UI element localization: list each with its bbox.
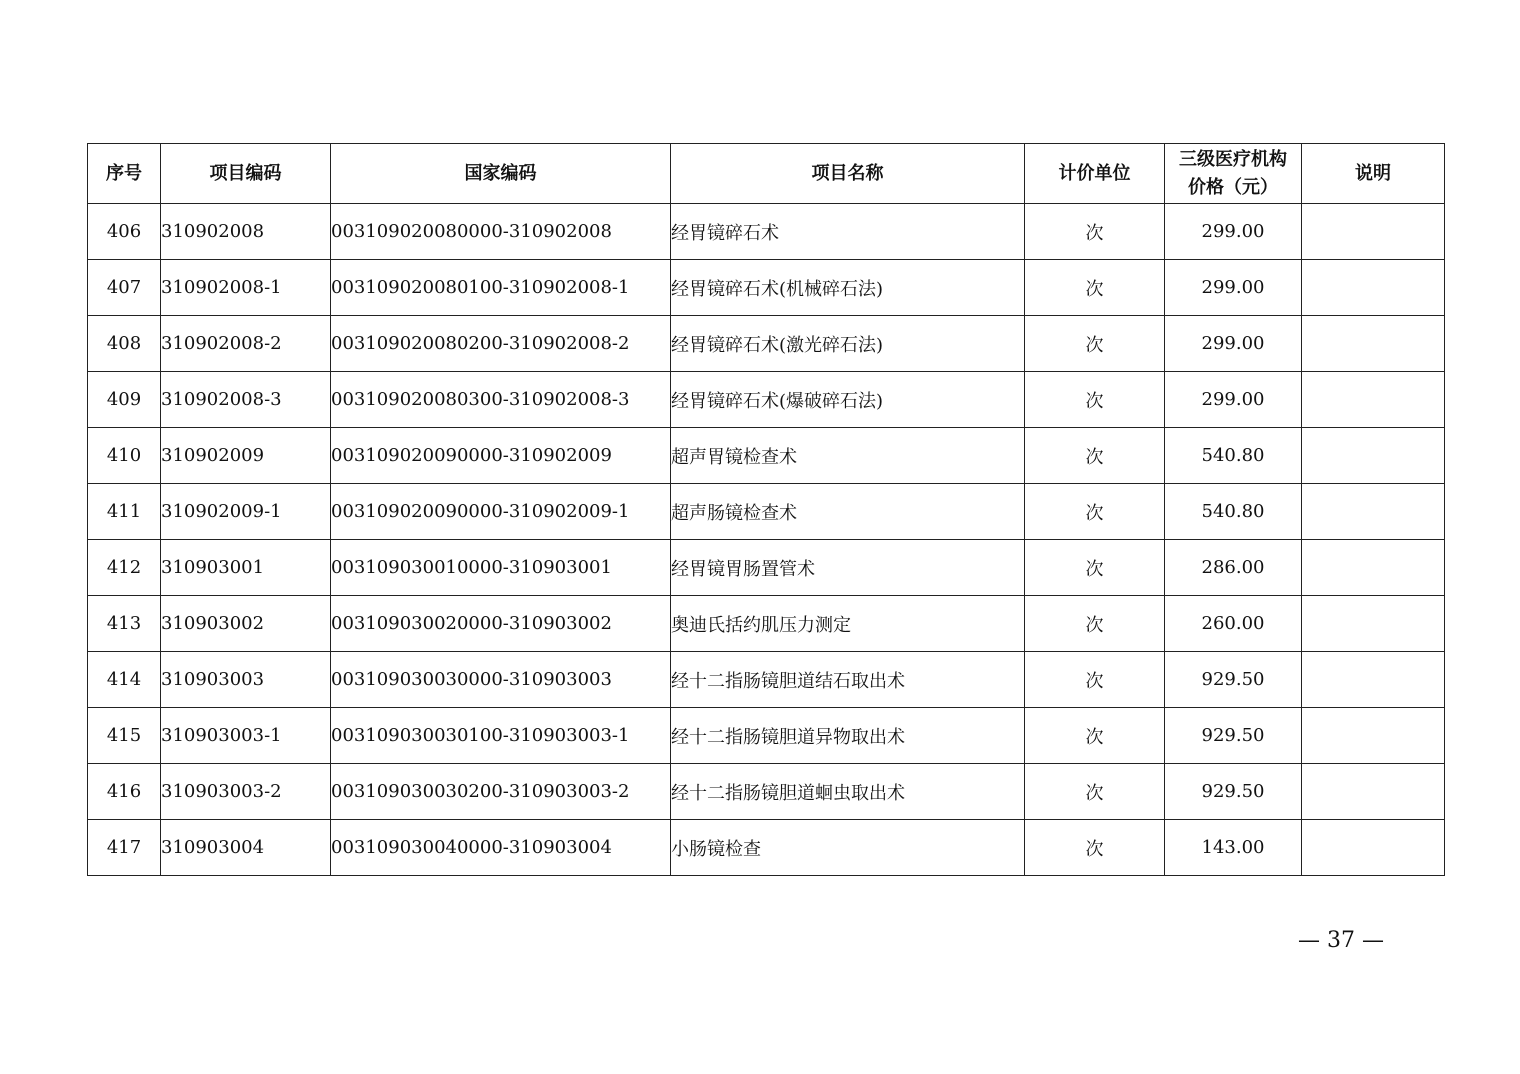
cell-note	[1302, 204, 1445, 260]
cell-national-code: 003109030040000-310903004	[331, 820, 671, 876]
table-header	[88, 144, 1445, 204]
cell-seq: 407	[88, 260, 161, 316]
cell-item-name: 经十二指肠镜胆道结石取出术	[671, 652, 1025, 708]
cell-seq: 414	[88, 652, 161, 708]
cell-price: 299.00	[1165, 204, 1302, 260]
cell-unit: 次	[1025, 652, 1165, 708]
table-row	[88, 204, 1445, 260]
cell-national-code: 003109030010000-310903001	[331, 540, 671, 596]
header-item-code: 项目编码	[161, 144, 331, 204]
table-row	[88, 484, 1445, 540]
cell-item-name: 经十二指肠镜胆道蛔虫取出术	[671, 764, 1025, 820]
cell-item-code: 310903004	[161, 820, 331, 876]
cell-note	[1302, 428, 1445, 484]
cell-item-name: 小肠镜检查	[671, 820, 1025, 876]
cell-unit: 次	[1025, 484, 1165, 540]
page-number: — 37 —	[1298, 928, 1384, 953]
header-price-line2: 价格（元）	[1188, 176, 1278, 198]
cell-price: 299.00	[1165, 260, 1302, 316]
cell-national-code: 003109030020000-310903002	[331, 596, 671, 652]
cell-price: 286.00	[1165, 540, 1302, 596]
cell-national-code: 003109020080000-310902008	[331, 204, 671, 260]
cell-seq: 406	[88, 204, 161, 260]
cell-price: 929.50	[1165, 764, 1302, 820]
cell-item-code: 310903002	[161, 596, 331, 652]
cell-national-code: 003109020090000-310902009-1	[331, 484, 671, 540]
cell-unit: 次	[1025, 764, 1165, 820]
cell-note	[1302, 708, 1445, 764]
cell-national-code: 003109020080300-310902008-3	[331, 372, 671, 428]
cell-national-code: 003109020080200-310902008-2	[331, 316, 671, 372]
cell-seq: 409	[88, 372, 161, 428]
cell-note	[1302, 316, 1445, 372]
header-price-line1: 三级医疗机构	[1179, 148, 1287, 170]
cell-item-name: 经胃镜碎石术	[671, 204, 1025, 260]
cell-note	[1302, 540, 1445, 596]
price-table	[87, 143, 1445, 876]
table-row	[88, 540, 1445, 596]
cell-note	[1302, 260, 1445, 316]
cell-item-name: 超声肠镜检查术	[671, 484, 1025, 540]
table-row	[88, 596, 1445, 652]
cell-national-code: 003109020080100-310902008-1	[331, 260, 671, 316]
cell-item-name: 超声胃镜检查术	[671, 428, 1025, 484]
cell-note	[1302, 484, 1445, 540]
header-seq: 序号	[88, 144, 161, 204]
cell-price: 540.80	[1165, 428, 1302, 484]
cell-unit: 次	[1025, 372, 1165, 428]
cell-national-code: 003109030030000-310903003	[331, 652, 671, 708]
cell-note	[1302, 652, 1445, 708]
cell-seq: 408	[88, 316, 161, 372]
cell-seq: 410	[88, 428, 161, 484]
cell-note	[1302, 820, 1445, 876]
cell-item-code: 310903003	[161, 652, 331, 708]
table-row	[88, 260, 1445, 316]
header-note: 说明	[1302, 144, 1445, 204]
header-row	[88, 144, 1445, 204]
cell-unit: 次	[1025, 204, 1165, 260]
cell-note	[1302, 372, 1445, 428]
cell-unit: 次	[1025, 596, 1165, 652]
cell-item-name: 奥迪氏括约肌压力测定	[671, 596, 1025, 652]
cell-price: 143.00	[1165, 820, 1302, 876]
cell-item-code: 310903001	[161, 540, 331, 596]
cell-item-code: 310903003-1	[161, 708, 331, 764]
table-row	[88, 820, 1445, 876]
table-row	[88, 764, 1445, 820]
cell-price: 299.00	[1165, 372, 1302, 428]
table-body	[88, 204, 1445, 876]
cell-item-name: 经胃镜碎石术(激光碎石法)	[671, 316, 1025, 372]
cell-seq: 415	[88, 708, 161, 764]
cell-item-name: 经胃镜碎石术(爆破碎石法)	[671, 372, 1025, 428]
cell-unit: 次	[1025, 260, 1165, 316]
table-row	[88, 652, 1445, 708]
cell-item-name: 经胃镜胃肠置管术	[671, 540, 1025, 596]
header-national-code: 国家编码	[331, 144, 671, 204]
cell-item-code: 310903003-2	[161, 764, 331, 820]
cell-unit: 次	[1025, 540, 1165, 596]
header-unit: 计价单位	[1025, 144, 1165, 204]
cell-item-code: 310902008-3	[161, 372, 331, 428]
table-row	[88, 708, 1445, 764]
cell-national-code: 003109030030100-310903003-1	[331, 708, 671, 764]
table-row	[88, 316, 1445, 372]
cell-price: 540.80	[1165, 484, 1302, 540]
cell-seq: 416	[88, 764, 161, 820]
cell-item-name: 经胃镜碎石术(机械碎石法)	[671, 260, 1025, 316]
cell-item-code: 310902008	[161, 204, 331, 260]
cell-national-code: 003109030030200-310903003-2	[331, 764, 671, 820]
cell-price: 260.00	[1165, 596, 1302, 652]
cell-unit: 次	[1025, 708, 1165, 764]
table-row	[88, 372, 1445, 428]
cell-seq: 417	[88, 820, 161, 876]
cell-price: 929.50	[1165, 652, 1302, 708]
cell-price: 929.50	[1165, 708, 1302, 764]
cell-item-code: 310902008-1	[161, 260, 331, 316]
cell-unit: 次	[1025, 820, 1165, 876]
header-item-name: 项目名称	[671, 144, 1025, 204]
cell-seq: 411	[88, 484, 161, 540]
cell-item-code: 310902008-2	[161, 316, 331, 372]
cell-national-code: 003109020090000-310902009	[331, 428, 671, 484]
cell-seq: 413	[88, 596, 161, 652]
header-price	[1165, 144, 1302, 204]
table-row	[88, 428, 1445, 484]
cell-item-code: 310902009-1	[161, 484, 331, 540]
cell-unit: 次	[1025, 428, 1165, 484]
cell-seq: 412	[88, 540, 161, 596]
cell-unit: 次	[1025, 316, 1165, 372]
cell-note	[1302, 596, 1445, 652]
cell-price: 299.00	[1165, 316, 1302, 372]
cell-item-name: 经十二指肠镜胆道异物取出术	[671, 708, 1025, 764]
cell-item-code: 310902009	[161, 428, 331, 484]
cell-note	[1302, 764, 1445, 820]
